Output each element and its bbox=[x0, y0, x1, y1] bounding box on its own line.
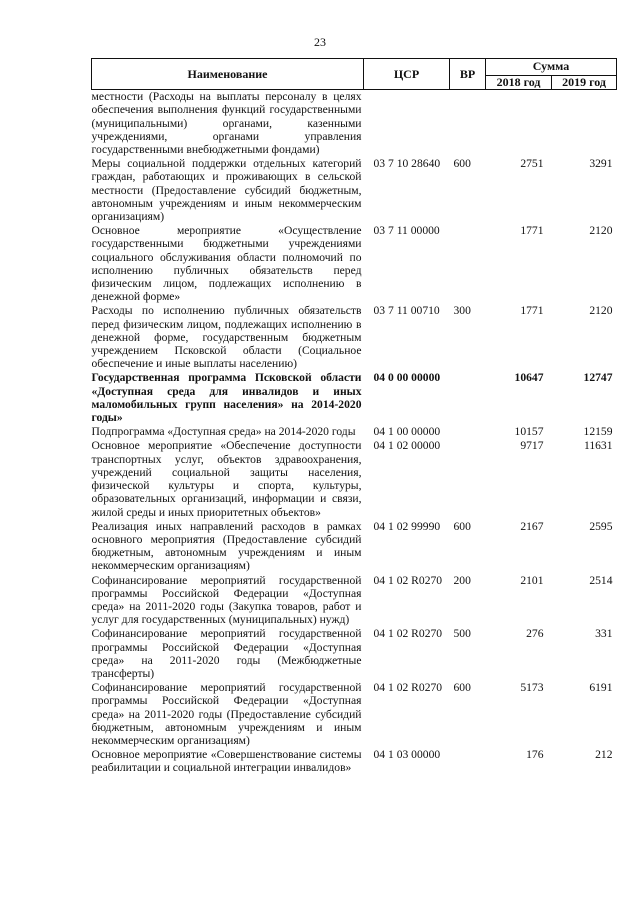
table-row bbox=[92, 748, 617, 775]
row-sum-2019: 212 bbox=[595, 748, 613, 762]
row-vr: 600 bbox=[453, 519, 471, 533]
table-row bbox=[92, 574, 617, 628]
row-name: местности (Расходы на выплаты персоналу в целях обеспечения выполнения функций государственными (муниципальными) органами, казенными учреждениями, органами управления государственными внебюджетными фондами) bbox=[91, 90, 362, 157]
row-vr: 500 bbox=[453, 627, 471, 641]
row-csr: 03 7 11 00710 bbox=[373, 304, 440, 318]
table-row bbox=[92, 224, 617, 304]
row-csr: 04 1 02 99990 bbox=[373, 519, 441, 533]
row-csr: 03 7 11 00000 bbox=[373, 224, 440, 238]
header-name: Наименование bbox=[92, 59, 364, 90]
row-sum-2018: 2751 bbox=[520, 157, 544, 171]
row-sum-2019: 2595 bbox=[589, 519, 613, 533]
row-name: Софинансирование мероприятий государственной программы Российской Федерации «Доступная среда» на 2011-2020 годы (Межбюджетные трансферты) bbox=[91, 627, 362, 680]
header-year-2019: 2019 год bbox=[552, 76, 617, 90]
header-sum: Сумма bbox=[486, 59, 617, 76]
row-name: Подпрограмма «Доступная среда» на 2014-2020 годы bbox=[91, 425, 356, 439]
row-sum-2019: 12747 bbox=[583, 371, 613, 385]
row-sum-2018: 5173 bbox=[520, 681, 544, 695]
row-sum-2019: 11631 bbox=[583, 439, 613, 453]
row-vr bbox=[450, 439, 486, 519]
row-sum-2019: 2120 bbox=[589, 224, 613, 238]
row-sum-2018: 9717 bbox=[520, 439, 544, 453]
table-body bbox=[92, 90, 617, 776]
row-name: Основное мероприятие «Обеспечение доступности транспортных услуг, объектов здравоохранения, учреждений социальной защиты населения, физической культуры и спорта, культуры, образовательных организаций, информации и связи, жилой среды и иных приоритетных объектов» bbox=[91, 439, 362, 519]
row-sum-2018: 1771 bbox=[520, 304, 544, 318]
row-csr: 04 1 02 R0270 bbox=[373, 573, 443, 587]
budget-table bbox=[91, 58, 617, 776]
row-sum-2018 bbox=[486, 90, 552, 158]
row-name: Основное мероприятие «Осуществление государственными бюджетными учреждениями социального обслуживания области полномочий по исполнению публичных обязательств перед физическим лицом, подлежащих исполнению в денежной форме» bbox=[91, 224, 362, 304]
table-row bbox=[92, 90, 617, 158]
row-sum-2018: 10157 bbox=[514, 425, 544, 439]
row-csr: 04 1 02 R0270 bbox=[373, 681, 443, 695]
row-sum-2018: 10647 bbox=[514, 371, 544, 385]
table-header bbox=[92, 59, 617, 90]
table-row bbox=[92, 371, 617, 425]
row-vr: 600 bbox=[453, 157, 471, 171]
row-csr: 04 1 03 00000 bbox=[373, 748, 441, 762]
row-vr: 600 bbox=[453, 681, 471, 695]
row-name: Меры социальной поддержки отдельных категорий граждан, работающих и проживающих в сельской местности (Предоставление субсидий бюджетным, автономным учреждениям и иным некоммерческим организациям) bbox=[91, 157, 362, 224]
row-sum-2019: 331 bbox=[595, 627, 613, 641]
row-name: Софинансирование мероприятий государственной программы Российской Федерации «Доступная среда» на 2011-2020 годы (Закупка товаров, работ и услуг для государственных (муниципальных) нужд) bbox=[91, 573, 362, 627]
row-sum-2018: 176 bbox=[526, 748, 544, 762]
table-row bbox=[92, 439, 617, 519]
row-sum-2019: 12159 bbox=[583, 425, 613, 439]
table-row bbox=[92, 157, 617, 224]
row-vr bbox=[450, 748, 486, 775]
row-name: Основное мероприятие «Совершенствование системы реабилитации и социальной интеграции инвалидов» bbox=[91, 748, 362, 775]
header-csr: ЦСР bbox=[364, 59, 450, 90]
row-name: Расходы по исполнению публичных обязательств перед физическим лицом, подлежащих исполнению в денежной форме, государственным бюджетным учреждением Псковской области (Социальное обеспечение и иные выплаты населению) bbox=[91, 304, 362, 371]
header-vr: ВР bbox=[450, 59, 486, 90]
row-csr: 04 1 02 R0270 bbox=[373, 627, 443, 641]
row-sum-2018: 2167 bbox=[520, 519, 544, 533]
row-sum-2019: 6191 bbox=[589, 681, 613, 695]
row-name: Реализация иных направлений расходов в рамках основного мероприятия (Предоставление субсидий бюджетным, автономным учреждениям и иным некоммерческим организациям) bbox=[91, 519, 362, 573]
row-vr bbox=[450, 224, 486, 304]
row-sum-2018: 1771 bbox=[520, 224, 544, 238]
row-sum-2018: 2101 bbox=[520, 573, 544, 587]
table-row bbox=[92, 627, 617, 681]
row-sum-2019 bbox=[552, 90, 617, 158]
row-vr bbox=[450, 371, 486, 425]
row-csr: 04 0 00 00000 bbox=[373, 371, 441, 385]
row-sum-2019: 2120 bbox=[589, 304, 613, 318]
row-sum-2019: 2514 bbox=[589, 573, 613, 587]
row-vr: 200 bbox=[453, 573, 471, 587]
row-vr bbox=[450, 425, 486, 439]
table-row bbox=[92, 520, 617, 574]
row-csr: 03 7 10 28640 bbox=[373, 157, 441, 171]
row-sum-2019: 3291 bbox=[589, 157, 613, 171]
row-sum-2018: 276 bbox=[526, 627, 544, 641]
table-row bbox=[92, 304, 617, 371]
row-csr: 04 1 00 00000 bbox=[373, 425, 441, 439]
table-row bbox=[92, 681, 617, 748]
row-vr bbox=[450, 90, 486, 158]
row-name: Софинансирование мероприятий государственной программы Российской Федерации «Доступная среда» на 2011-2020 годы (Предоставление субсидий бюджетным, автономным учреждениям и иным некоммерческим организациям) bbox=[91, 681, 362, 747]
page-number: 23 bbox=[314, 35, 326, 49]
row-vr: 300 bbox=[453, 304, 471, 318]
row-name: Государственная программа Псковской области «Доступная среда для инвалидов и иных маломобильных групп населения» на 2014-2020 годы» bbox=[91, 371, 362, 425]
table-row bbox=[92, 425, 617, 439]
header-year-2018: 2018 год bbox=[486, 76, 552, 90]
row-csr bbox=[364, 90, 450, 158]
row-csr: 04 1 02 00000 bbox=[373, 439, 441, 453]
